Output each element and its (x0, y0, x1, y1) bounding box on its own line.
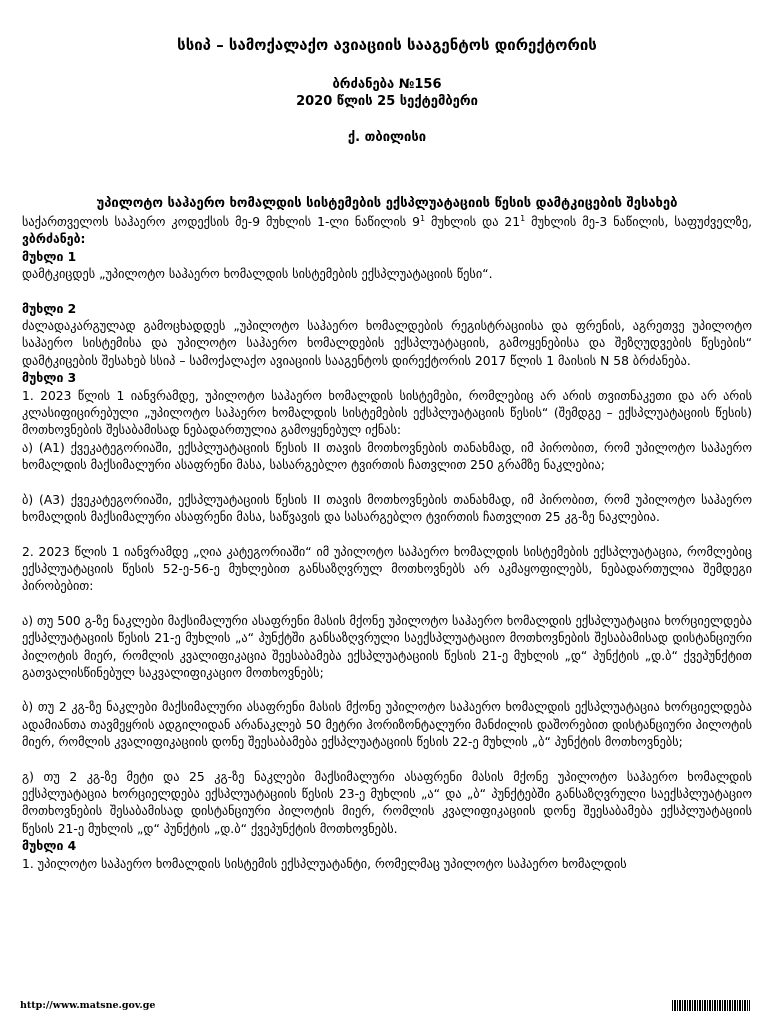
document-body (22, 214, 752, 873)
article-3-item-2c: გ) თუ 2 კგ-ზე მეტი და 25 კგ-ზე ნაკლები მაქსიმალური ასაფრენი მასის მქონე უპილოტო საჰაერო ხომალდის ექსპლუატაცია ხორციელდება ექსპლუატაციის წესის 23-ე მუხლის „ა“ და „ბ“ პუნქტებში განსაზღვრული საექსპლუატაციო მოთხოვნების შესაბამისად დისტანციური პილოტის მიერ, რომლის კვალიფიკაციის დონე შეესაბამება ექსპლუატაციის წესის 21-ე მუხლის „დ“ პუნქტის „დ.ბ“ ქვეპუნქტის მოთხოვნებს. (22, 769, 752, 836)
article-4-paragraph-1: 1. უპილოტო საჰაერო ხომალდის სისტემის ექსპლუატანტი, რომელმაც უპილოტო საჰაერო ხომალდის (22, 856, 627, 871)
article-1-heading: მუხლი 1 (22, 249, 77, 264)
preamble: საქართველოს საჰაერო კოდექსის მე-9 მუხლის 1-ლი ნაწილის $9^1$ მუხლის და $21^1$ მუხლის მე-3 ნაწილის, საფუძველზე, ვბრძანებ: (22, 213, 752, 247)
matsne-link[interactable]: http://www.matsne.gov.ge (20, 1000, 156, 1011)
article-3-item-2a: ა) თუ 500 გ-ზე ნაკლები მაქსიმალური ასაფრენი მასის მქონე უპილოტო საჰაერო ხომალდის ექსპლუატაცია ხორციელდება ექსპლუატაციის წესის 21-ე მუხლის „ა“ პუნქტში განსაზღვრული საექსპლუატაციო მოთხოვნების შესაბამისად დისტანციური პილოტის მიერ, რომლის კვალიფიკაცია შეესაბამება ექსპლუატაციის წესის 21-ე მუხლის „დ“ პუნქტის „დ.ბ“ ქვეპუნქტით გათვალისწინებულ საკვალიფიკაციო მოთხოვნებს; (22, 613, 752, 680)
issuer-title: სსიპ – სამოქალაქო ავიაციის სააგენტოს დირექტორის (177, 36, 597, 54)
article-1-text: დამტკიცდეს „უპილოტო საჰაერო ხომალდის სისტემების ექსპლუატაციის წესი“. (22, 267, 493, 282)
order-heading (22, 76, 752, 110)
document-title: უპილოტო საჰაერო ხომალდის სისტემების ექსპლუატაციის წესის დამტკიცების შესახებ (96, 196, 678, 211)
city: ქ. თბილისი (347, 130, 427, 145)
article-3-paragraph-2: 2. 2023 წლის 1 იანვრამდე „ღია კატეგორიაში“ იმ უპილოტო საჰაერო ხომალდის სისტემების ექსპლუატაცია, რომლებიც ექსპლუატაციის წესის 52-ე-56-ე მუხლებით განსაზღვრულ მოთხოვნებს არ აკმაყოფილებს, ნებადართულია შემდეგი პირობებით: (22, 544, 752, 594)
article-2-text: ძალადაკარგულად გამოცხადდეს „უპილოტო საჰაერო ხომალდების რეგისტრაციისა და ფრენის, აგრეთვე უპილოტო საჰაერო სისტემისა და უპილოტო საჰაერო ხომალდების ექსპლუატაციის, გამოყენებისა და შეზღუდვების წესების“ დამტკიცების შესახებ სსიპ – სამოქალაქო ავიაციის სააგენტოს დირექტორის 2017 წლის 1 მაისის N 58 ბრძანება. (22, 319, 752, 368)
order-number: ბრძანება №156 (332, 77, 442, 92)
article-3-item-2b: ბ) თუ 2 კგ-ზე ნაკლები მაქსიმალური ასაფრენი მასის მქონე უპილოტო საჰაერო ხომალდის ექსპლუატაცია ხორციელდება ადამიანთა თავმეყრის ადგილიდან არანაკლებ 50 მეტრი ჰორიზონტალური მანძილის დაშორებით დისტანციური პილოტის მიერ, რომლის კვალიფიკაციის დონე შეესაბამება ექსპლუატაციის წესის 22-ე მუხლის „ბ“ პუნქტის მოთხოვნებს; (22, 700, 752, 750)
article-3-item-1a: ა) (A1) ქვეკატეგორიაში, ექსპლუატაციის წესის II თავის მოთხოვნების თანახმად, იმ პირობით, რომ უპილოტო საჰაერო ხომალდის მაქსიმალური ასაფრენი მასა, სასარგებლო ტვირთის ჩათვლით 250 გრამზე ნაკლებია; (22, 440, 752, 473)
article-3-paragraph-1: 1. 2023 წლის 1 იანვრამდე, უპილოტო საჰაერო ხომალდის სისტემები, რომლებიც არ არის თვითნაკეთი და არ არის კლასიფიცირებული „უპილოტო საჰაერო ხომალდის სისტემების ექსპლუატაციის წესის“ (შემდგე – ექსპლუატაციის წესის) მოთხოვნების შესაბამისად ნებადართულია გამოყენებულ იქნას: (22, 388, 752, 438)
article-2-heading: მუხლი 2 (22, 301, 77, 316)
barcode-image (672, 1000, 750, 1011)
article-3-item-1b: ბ) (A3) ქვეკატეგორიაში, ექსპლუატაციის წესის II თავის მოთხოვნების თანახმად, იმ პირობით, რომ უპილოტო საჰაერო ხომალდის მაქსიმალური ასაფრენი მასა, საწვავის და სასარგებლო ტვირთის ჩათვლით 25 კგ-ზე ნაკლებია. (22, 492, 752, 525)
order-date: 2020 წლის 25 სექტემბერი (296, 94, 478, 109)
article-4-heading: მუხლი 4 (22, 839, 77, 854)
article-3-heading: მუხლი 3 (22, 371, 77, 386)
